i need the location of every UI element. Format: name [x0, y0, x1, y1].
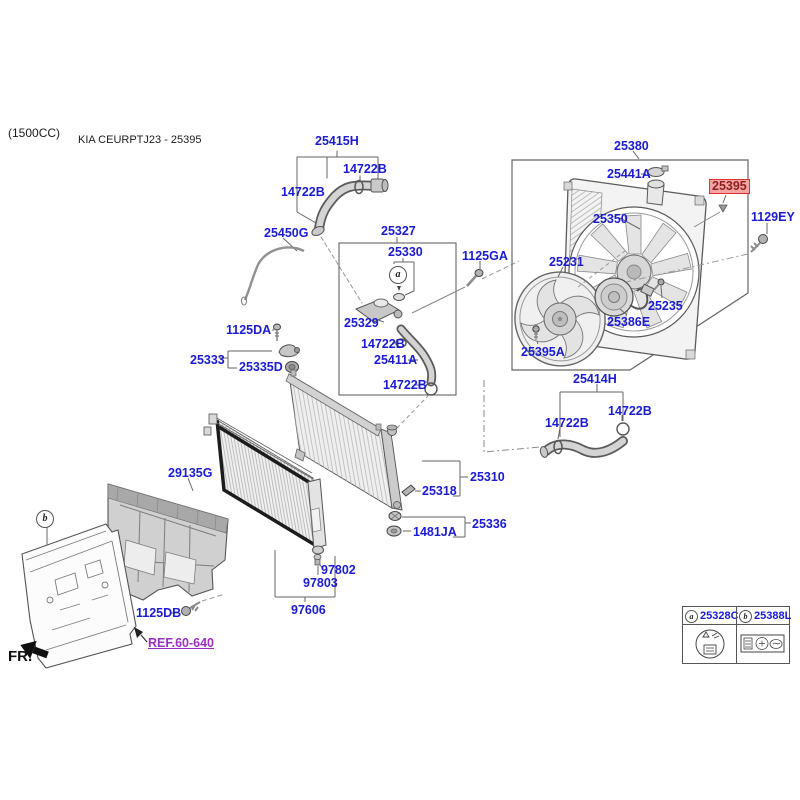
- part-label-97606[interactable]: 97606: [291, 603, 326, 617]
- part-label-25411a[interactable]: 25411A: [374, 353, 418, 367]
- engine-displacement-label: (1500CC): [8, 126, 61, 140]
- radiator-callout-lines: [387, 380, 552, 537]
- part-label-1125ga[interactable]: 1125GA: [462, 249, 508, 263]
- part-label-14722b-5[interactable]: 14722B: [545, 416, 589, 430]
- part-label-25336[interactable]: 25336: [472, 517, 507, 531]
- part-label-1125da[interactable]: 1125DA: [226, 323, 272, 337]
- part-label-25330[interactable]: 25330: [388, 245, 423, 259]
- part-label-25335d[interactable]: 25335D: [239, 360, 283, 374]
- part-label-25318[interactable]: 25318: [422, 484, 457, 498]
- part-label-25329[interactable]: 25329: [344, 316, 379, 330]
- part-label-25380[interactable]: 25380: [614, 139, 649, 153]
- bolt-1125ga-drawing: [412, 261, 519, 313]
- legend-callout-a-icon: a: [685, 610, 698, 623]
- fr-direction-label: FR.: [8, 648, 33, 665]
- legend-table: [682, 606, 790, 664]
- part-label-29135g[interactable]: 29135G: [168, 466, 213, 480]
- part-label-14722b-4[interactable]: 14722B: [383, 378, 427, 392]
- part-label-25333[interactable]: 25333: [190, 353, 225, 367]
- part-label-25350[interactable]: 25350: [593, 212, 628, 226]
- part-label-1481ja[interactable]: 1481JA: [413, 525, 457, 539]
- part-label-25441a[interactable]: 25441A: [607, 167, 651, 181]
- reservoir-hose-drawing: [242, 238, 305, 305]
- part-label-14722b-1[interactable]: 14722B: [343, 162, 387, 176]
- catalog-code-label: KIA CEURPTJ23 - 25395: [78, 134, 202, 146]
- part-label-1125db[interactable]: 1125DB: [136, 606, 182, 620]
- part-label-25386e[interactable]: 25386E: [607, 315, 651, 329]
- part-label-25327[interactable]: 25327: [381, 224, 416, 238]
- part-label-25231[interactable]: 25231: [549, 255, 584, 269]
- part-label-25235[interactable]: 25235: [648, 299, 683, 313]
- legend-part-25388l[interactable]: 25388L: [754, 610, 792, 622]
- part-label-97802[interactable]: 97802: [321, 563, 356, 577]
- part-label-25450g[interactable]: 25450G: [264, 226, 309, 240]
- part-label-14722b-2[interactable]: 14722B: [281, 185, 325, 199]
- part-label-25414h[interactable]: 25414H: [573, 372, 617, 386]
- part-label-14722b-6[interactable]: 14722B: [608, 404, 652, 418]
- legend-cell-a: [683, 607, 739, 663]
- legend-callout-b-icon: b: [739, 610, 752, 623]
- part-label-25310[interactable]: 25310: [470, 470, 505, 484]
- part-label-1129ey[interactable]: 1129EY: [751, 210, 795, 224]
- part-label-25415h[interactable]: 25415H: [315, 134, 359, 148]
- legend-cell-b: [736, 607, 792, 663]
- part-label-25395-highlighted[interactable]: 25395: [709, 179, 750, 194]
- caution-label-icon: [740, 632, 786, 656]
- part-label-97803[interactable]: 97803: [303, 576, 338, 590]
- part-label-25395a[interactable]: 25395A: [521, 345, 565, 359]
- callout-circle-b: b: [36, 510, 54, 528]
- part-label-14722b-3[interactable]: 14722B: [361, 337, 405, 351]
- legend-part-25328c[interactable]: 25328C: [700, 610, 739, 622]
- radiator-cap-warning-icon: [690, 627, 730, 661]
- callout-circle-a: a: [389, 266, 407, 284]
- ref-60-640-link[interactable]: REF.60-640: [148, 636, 215, 650]
